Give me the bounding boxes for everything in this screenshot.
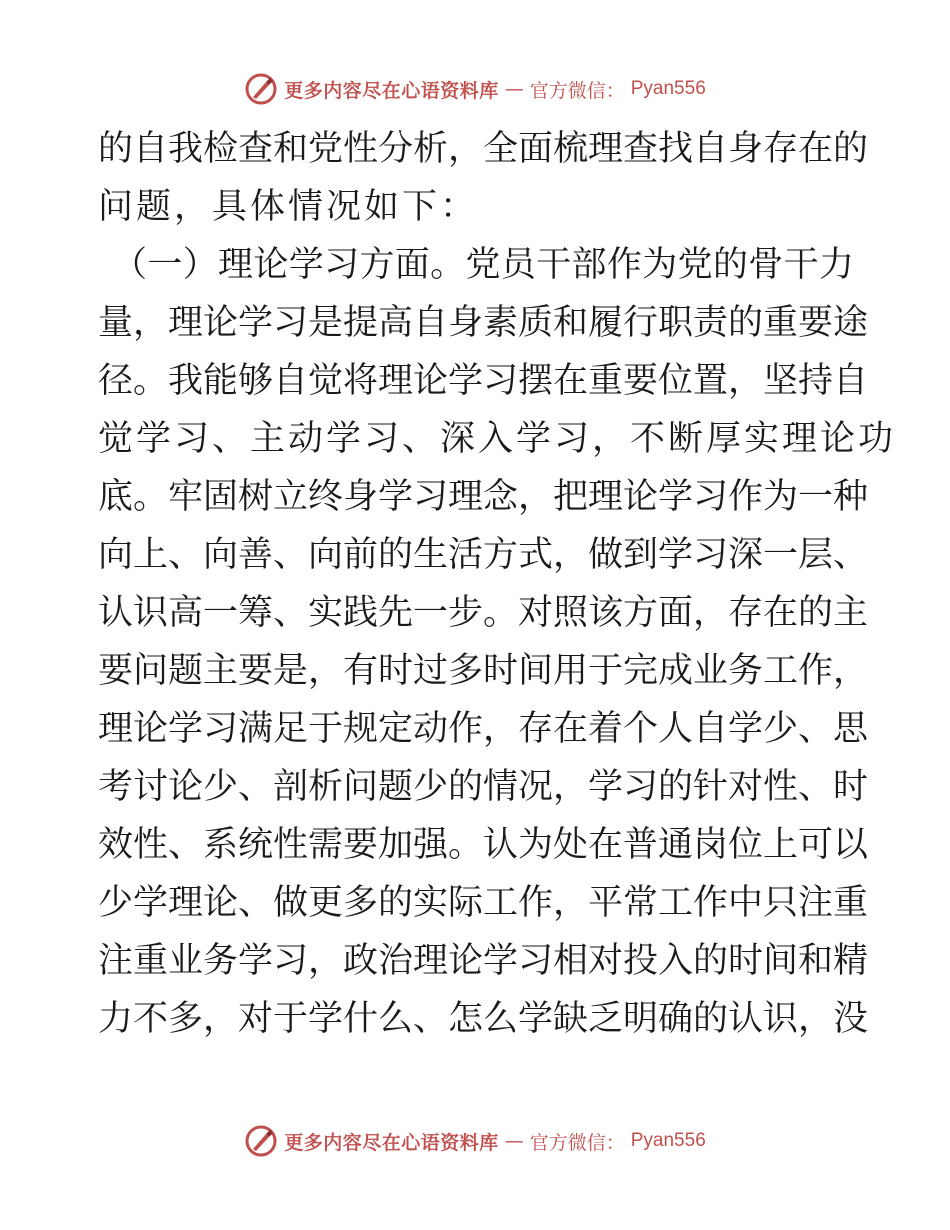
text-line: 少学理论、做更多的实际工作，平常工作中只注重 [98, 883, 869, 923]
text-line: 向上、向善、向前的生活方式，做到学习深一层、 [98, 535, 869, 575]
watermark-wechat-id: Pyan556 [630, 1130, 706, 1151]
text-line: 觉学习、主动学习、深入学习，不断厚实理论功 [98, 419, 897, 459]
text-line: 考讨论少、剖析问题少的情况，学习的针对性、时 [98, 767, 869, 807]
text-line: 力不多，对于学什么、怎么学缺乏明确的认识，没 [98, 999, 869, 1039]
text-line: 量，理论学习是提高自身素质和履行职责的重要途 [98, 303, 869, 343]
text-line: 要问题主要是，有时过多时间用于完成业务工作， [98, 651, 869, 691]
text-line: 问题，具体情况如下： [98, 187, 479, 227]
text-line: 底。牢固树立终身学习理念，把理论学习作为一种 [98, 477, 869, 517]
document-body [98, 120, 897, 1048]
watermark-wechat-label: 官方微信： [529, 79, 625, 102]
text-line: 注重业务学习，政治理论学习相对投入的时间和精 [98, 941, 869, 981]
text-line: 径。我能够自觉将理论学习摆在重要位置，坚持自 [98, 361, 869, 401]
watermark-dash: — [504, 78, 524, 100]
text-line: 效性、系统性需要加强。认为处在普通岗位上可以 [98, 825, 869, 865]
watermark-brand-text: 更多内容尽在心语资料库 [284, 1131, 499, 1154]
footer-watermark [0, 1124, 950, 1158]
pen-circle-logo-icon [244, 1124, 278, 1158]
header-watermark [0, 72, 950, 106]
text-line: 认识高一筹、实践先一步。对照该方面，存在的主 [98, 593, 869, 633]
text-line: 理论学习满足于规定动作，存在着个人自学少、思 [98, 709, 869, 749]
watermark-wechat-label: 官方微信： [529, 1131, 625, 1154]
watermark-wechat-id: Pyan556 [630, 78, 706, 99]
text-line: 的自我检查和党性分析，全面梳理查找自身存在的 [98, 129, 869, 169]
pen-circle-logo-icon [244, 72, 278, 106]
watermark-brand-text: 更多内容尽在心语资料库 [284, 79, 499, 102]
section-heading-line: （一）理论学习方面。党员干部作为党的骨干力 [112, 245, 854, 285]
watermark-dash: — [504, 1130, 524, 1152]
